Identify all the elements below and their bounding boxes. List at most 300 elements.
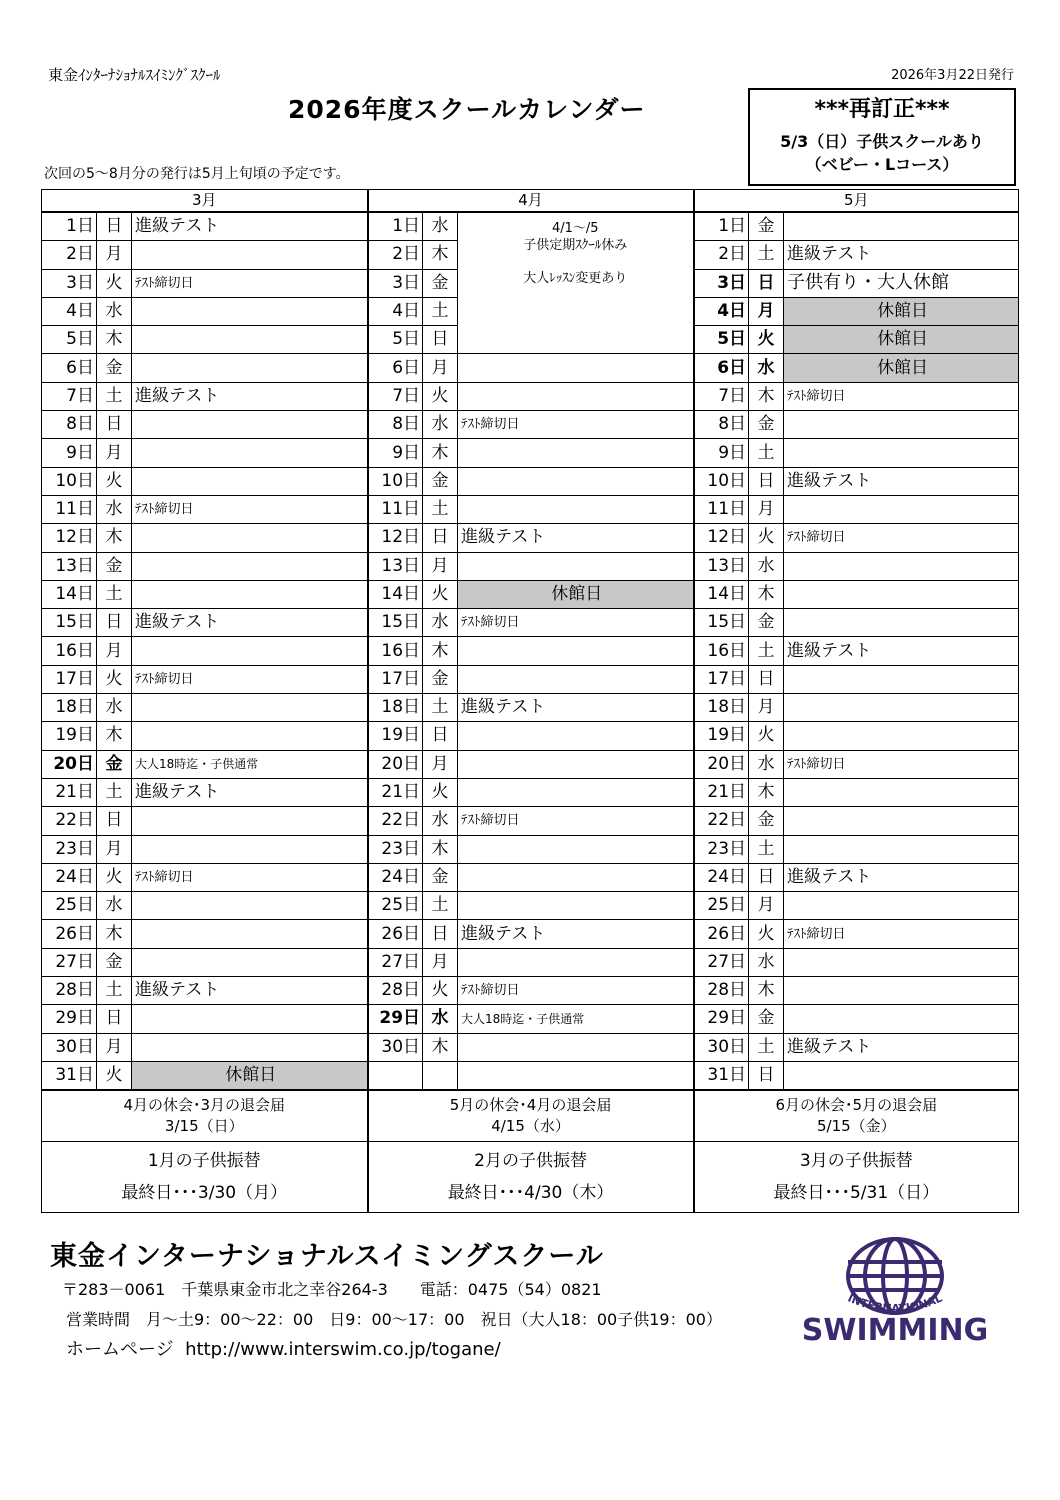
weekday: 月: [423, 948, 458, 976]
weekday: 水: [749, 948, 784, 976]
calendar-row: [42, 1033, 1019, 1061]
weekday: 日: [97, 1005, 132, 1033]
weekday: 月: [97, 835, 132, 863]
event-cell: [458, 778, 694, 806]
calendar-row: [42, 778, 1019, 806]
event-cell: [132, 1033, 368, 1061]
weekday: 金: [97, 354, 132, 382]
weekday: 日: [97, 609, 132, 637]
day-number: 22日: [694, 807, 749, 835]
weekday: 木: [749, 778, 784, 806]
event-cell: [784, 580, 1019, 608]
day-number: 15日: [694, 609, 749, 637]
day-number: 8日: [42, 411, 97, 439]
event-cell: [784, 778, 1019, 806]
day-number: 11日: [368, 495, 423, 523]
weekday: 火: [97, 269, 132, 297]
event-cell: [132, 580, 368, 608]
footer-homepage: [66, 1335, 501, 1361]
day-number: 17日: [368, 665, 423, 693]
event-cell: [132, 807, 368, 835]
event-cell: 大人18時迄・子供通常: [458, 1005, 694, 1033]
day-number: 26日: [368, 920, 423, 948]
calendar-row: [42, 382, 1019, 410]
day-number: 20日: [368, 750, 423, 778]
weekday: 水: [97, 694, 132, 722]
weekday: 水: [423, 212, 458, 241]
event-cell: 進級テスト: [132, 778, 368, 806]
weekday: 月: [97, 637, 132, 665]
closed-day-event: 休館日: [784, 354, 1019, 382]
day-number: 2日: [368, 241, 423, 269]
weekday: 土: [749, 1033, 784, 1061]
event-cell: ﾃｽﾄ締切日: [784, 524, 1019, 552]
day-number: 6日: [694, 354, 749, 382]
day-number: 2日: [42, 241, 97, 269]
weekday: 水: [423, 807, 458, 835]
weekday: 月: [423, 354, 458, 382]
weekday: 月: [749, 694, 784, 722]
day-number: 14日: [368, 580, 423, 608]
weekday: 金: [423, 269, 458, 297]
day-number: 14日: [42, 580, 97, 608]
event-cell: 進級テスト: [784, 241, 1019, 269]
event-cell: [458, 665, 694, 693]
calendar-row: [42, 580, 1019, 608]
day-number: 1日: [42, 212, 97, 241]
calendar-row: [42, 552, 1019, 580]
day-number: 26日: [694, 920, 749, 948]
event-cell: [784, 609, 1019, 637]
weekday: 土: [423, 297, 458, 325]
calendar-row: [42, 948, 1019, 976]
event-cell: [784, 665, 1019, 693]
weekday: 土: [749, 637, 784, 665]
day-number: 14日: [694, 580, 749, 608]
day-number: 6日: [42, 354, 97, 382]
weekday: 水: [97, 297, 132, 325]
weekday: 木: [97, 722, 132, 750]
day-number: 10日: [368, 467, 423, 495]
event-cell: 進級テスト: [132, 977, 368, 1005]
day-number: 25日: [694, 892, 749, 920]
event-cell: [458, 835, 694, 863]
weekday: 木: [423, 439, 458, 467]
weekday: 土: [749, 241, 784, 269]
day-number: 4日: [42, 297, 97, 325]
weekday: 土: [97, 977, 132, 1005]
weekday: 木: [423, 1033, 458, 1061]
day-number: 18日: [694, 694, 749, 722]
weekday: 月: [749, 297, 784, 325]
day-number: 1日: [368, 212, 423, 241]
day-number: 4日: [694, 297, 749, 325]
weekday: 金: [97, 552, 132, 580]
event-cell: [132, 326, 368, 354]
weekday: 火: [423, 580, 458, 608]
calendar-row: [42, 495, 1019, 523]
event-cell: [458, 637, 694, 665]
weekday: 金: [749, 609, 784, 637]
day-number: 13日: [694, 552, 749, 580]
page-title: 2026年度スクールカレンダー: [288, 95, 646, 124]
revision-line-2: （ベビー・Lコース）: [805, 155, 959, 174]
event-cell: [458, 1033, 694, 1061]
withdrawal-label: 5月の休会･4月の退会届: [449, 1096, 612, 1115]
calendar-row: [42, 750, 1019, 778]
weekday: 土: [423, 892, 458, 920]
weekday: 木: [749, 382, 784, 410]
day-number: 27日: [42, 948, 97, 976]
weekday: 土: [749, 439, 784, 467]
event-cell: 進級テスト: [458, 524, 694, 552]
weekday: 土: [97, 382, 132, 410]
weekday: 日: [423, 920, 458, 948]
swimming-logo: [800, 1228, 990, 1346]
day-number: 16日: [42, 637, 97, 665]
day-number: 31日: [42, 1061, 97, 1090]
weekday: 木: [749, 977, 784, 1005]
day-number: 13日: [368, 552, 423, 580]
day-number: 12日: [368, 524, 423, 552]
makeup-deadline: 最終日･･･5/31（日）: [773, 1183, 940, 1204]
day-number: 7日: [368, 382, 423, 410]
calendar-table: [41, 189, 1019, 1213]
weekday: 日: [423, 524, 458, 552]
withdrawal-deadline-cell: [694, 1090, 1019, 1142]
weekday: 木: [97, 920, 132, 948]
event-cell: 進級テスト: [784, 863, 1019, 891]
day-number: 9日: [694, 439, 749, 467]
day-number: 20日: [694, 750, 749, 778]
event-cell: ﾃｽﾄ締切日: [132, 863, 368, 891]
weekday: 火: [423, 382, 458, 410]
weekday: 水: [749, 354, 784, 382]
event-cell: ﾃｽﾄ締切日: [132, 665, 368, 693]
logo-arc-text: INTERNATIONAL: [845, 1291, 945, 1316]
day-number: 16日: [368, 637, 423, 665]
weekday: 木: [97, 524, 132, 552]
weekday: 月: [423, 552, 458, 580]
calendar-row: [42, 892, 1019, 920]
weekday: 金: [749, 807, 784, 835]
weekday: 月: [97, 1033, 132, 1061]
event-cell: [458, 382, 694, 410]
event-cell: [784, 807, 1019, 835]
day-number: 7日: [694, 382, 749, 410]
day-number: 21日: [42, 778, 97, 806]
makeup-deadline: 最終日･･･3/30（月）: [121, 1183, 288, 1204]
day-number: 3日: [42, 269, 97, 297]
weekday: 日: [749, 269, 784, 297]
day-number: 30日: [368, 1033, 423, 1061]
day-number: 23日: [694, 835, 749, 863]
day-number: 3日: [694, 269, 749, 297]
calendar-row: [42, 665, 1019, 693]
calendar-row: [42, 1005, 1019, 1033]
weekday: 土: [97, 580, 132, 608]
weekday: 日: [749, 863, 784, 891]
weekday: 日: [97, 807, 132, 835]
event-cell: ﾃｽﾄ締切日: [132, 495, 368, 523]
weekday: 土: [423, 694, 458, 722]
event-cell: [132, 722, 368, 750]
logo-word: SWIMMING: [801, 1313, 989, 1346]
event-cell: ﾃｽﾄ締切日: [458, 609, 694, 637]
calendar-row: [42, 722, 1019, 750]
day-number: 24日: [694, 863, 749, 891]
day-number: 8日: [694, 411, 749, 439]
weekday: 金: [423, 467, 458, 495]
weekday: 月: [97, 241, 132, 269]
calendar-row: [42, 637, 1019, 665]
day-number: 22日: [42, 807, 97, 835]
april-note-line-2: 子供定期ｽｸｰﾙ休み: [523, 237, 628, 253]
makeup-lesson-row: [42, 1142, 1019, 1213]
event-cell: 進級テスト: [784, 637, 1019, 665]
event-cell: ﾃｽﾄ締切日: [784, 750, 1019, 778]
event-cell: 進級テスト: [132, 212, 368, 241]
calendar-row: [42, 694, 1019, 722]
day-number: 17日: [694, 665, 749, 693]
event-cell: [458, 863, 694, 891]
day-number: 29日: [42, 1005, 97, 1033]
day-number: 11日: [694, 495, 749, 523]
day-number: 1日: [694, 212, 749, 241]
weekday: 水: [749, 750, 784, 778]
event-cell: [784, 439, 1019, 467]
event-cell: [132, 694, 368, 722]
event-cell: [458, 552, 694, 580]
event-cell: [132, 241, 368, 269]
revision-notice: [748, 88, 1016, 186]
event-cell: [132, 524, 368, 552]
event-cell: [458, 892, 694, 920]
event-cell: [458, 439, 694, 467]
event-cell: [132, 892, 368, 920]
makeup-lesson-cell: [694, 1142, 1019, 1213]
calendar-row: [42, 609, 1019, 637]
weekday: 日: [97, 212, 132, 241]
event-cell: [458, 722, 694, 750]
day-number: 2日: [694, 241, 749, 269]
event-cell: 進級テスト: [784, 467, 1019, 495]
day-number: 8日: [368, 411, 423, 439]
withdrawal-deadline-cell: [42, 1090, 368, 1142]
april-note-line-3: 大人ﾚｯｽﾝ変更あり: [523, 270, 628, 286]
event-cell: [784, 495, 1019, 523]
event-cell: 子供有り・大人休館: [784, 269, 1019, 297]
day-number: 17日: [42, 665, 97, 693]
withdrawal-date: 4/15（水）: [491, 1117, 570, 1136]
weekday: 水: [97, 892, 132, 920]
homepage-link[interactable]: http://www.interswim.co.jp/togane/: [185, 1339, 501, 1360]
weekday: 金: [749, 411, 784, 439]
day-number: 28日: [42, 977, 97, 1005]
event-cell: 進級テスト: [132, 609, 368, 637]
event-cell: [132, 835, 368, 863]
event-cell: 進級テスト: [458, 920, 694, 948]
day-number: 21日: [694, 778, 749, 806]
weekday: 火: [97, 863, 132, 891]
withdrawal-deadline-cell: [368, 1090, 694, 1142]
calendar-row: [42, 467, 1019, 495]
event-cell: [132, 948, 368, 976]
makeup-lesson-cell: [42, 1142, 368, 1213]
day-number: 23日: [42, 835, 97, 863]
weekday: 木: [423, 835, 458, 863]
weekday: 日: [749, 1061, 784, 1090]
day-number: 5日: [42, 326, 97, 354]
event-cell: [132, 354, 368, 382]
weekday: 金: [97, 750, 132, 778]
calendar-row: [42, 835, 1019, 863]
event-cell: [132, 297, 368, 325]
day-number: 10日: [694, 467, 749, 495]
weekday: 金: [423, 863, 458, 891]
weekday: 木: [423, 637, 458, 665]
day-number: 16日: [694, 637, 749, 665]
event-cell: [132, 637, 368, 665]
weekday: 火: [749, 326, 784, 354]
calendar-row: [42, 920, 1019, 948]
day-number: 3日: [368, 269, 423, 297]
weekday: 金: [97, 948, 132, 976]
day-number: 10日: [42, 467, 97, 495]
makeup-lesson-cell: [368, 1142, 694, 1213]
day-number: 25日: [368, 892, 423, 920]
event-cell: [784, 1061, 1019, 1090]
day-number: 19日: [368, 722, 423, 750]
event-cell: ﾃｽﾄ締切日: [784, 382, 1019, 410]
event-cell: 大人18時迄・子供通常: [132, 750, 368, 778]
day-number: 15日: [42, 609, 97, 637]
day-number: 5日: [694, 326, 749, 354]
day-number: 11日: [42, 495, 97, 523]
weekday: 水: [423, 411, 458, 439]
school-name-header: 東金ｲﾝﾀｰﾅｼｮﾅﾙｽｲﾐﾝｸﾞｽｸｰﾙ: [48, 66, 221, 84]
calendar-row: [42, 354, 1019, 382]
withdrawal-date: 3/15（日）: [164, 1117, 244, 1136]
day-number: 29日: [694, 1005, 749, 1033]
month-header-march: 3月: [42, 190, 368, 213]
day-number: 5日: [368, 326, 423, 354]
day-number: 25日: [42, 892, 97, 920]
calendar-row: [42, 1061, 1019, 1090]
issue-date: 2026年3月22日発行: [891, 68, 1014, 83]
withdrawal-label: 6月の休会･5月の退会届: [775, 1096, 938, 1115]
weekday: 火: [423, 778, 458, 806]
event-cell: [784, 835, 1019, 863]
weekday: 金: [749, 1005, 784, 1033]
day-number: 15日: [368, 609, 423, 637]
withdrawal-label: 4月の休会･3月の退会届: [123, 1096, 286, 1115]
day-number: 4日: [368, 297, 423, 325]
weekday: 金: [749, 212, 784, 241]
event-cell: [458, 948, 694, 976]
event-cell: [132, 920, 368, 948]
withdrawal-deadline-row: [42, 1090, 1019, 1142]
day-number: 13日: [42, 552, 97, 580]
weekday: 金: [423, 665, 458, 693]
day-number: [368, 1061, 423, 1090]
homepage-label: ホームページ: [66, 1339, 174, 1360]
weekday: 月: [749, 495, 784, 523]
event-cell: [784, 1005, 1019, 1033]
weekday: 土: [423, 495, 458, 523]
day-number: 24日: [368, 863, 423, 891]
makeup-label: 3月の子供振替: [799, 1150, 913, 1171]
day-number: 19日: [694, 722, 749, 750]
weekday: 日: [749, 665, 784, 693]
event-cell: 進級テスト: [458, 694, 694, 722]
event-cell: [132, 1005, 368, 1033]
weekday: 火: [749, 722, 784, 750]
day-number: 7日: [42, 382, 97, 410]
event-cell: [784, 212, 1019, 241]
calendar-row: [42, 411, 1019, 439]
event-cell: 進級テスト: [784, 1033, 1019, 1061]
weekday: 水: [423, 1005, 458, 1033]
event-cell: [784, 552, 1019, 580]
day-number: 31日: [694, 1061, 749, 1090]
next-issue-note: 次回の5～8月分の発行は5月上旬頃の予定です。: [44, 166, 350, 182]
footer-school-name: 東金インターナショナルスイミングスクール: [50, 1241, 604, 1272]
day-number: 26日: [42, 920, 97, 948]
april-note-line-1: 4/1～/5: [552, 221, 599, 236]
day-number: 21日: [368, 778, 423, 806]
day-number: 12日: [42, 524, 97, 552]
weekday: [423, 1061, 458, 1090]
event-cell: 進級テスト: [132, 382, 368, 410]
calendar-row: [42, 524, 1019, 552]
event-cell: [132, 439, 368, 467]
day-number: 27日: [694, 948, 749, 976]
event-cell: ﾃｽﾄ締切日: [784, 920, 1019, 948]
calendar-row: [42, 863, 1019, 891]
event-cell: ﾃｽﾄ締切日: [458, 807, 694, 835]
weekday: 火: [97, 1061, 132, 1090]
weekday: 火: [749, 524, 784, 552]
closed-day-event: 休館日: [784, 297, 1019, 325]
weekday: 火: [749, 920, 784, 948]
makeup-label: 2月の子供振替: [474, 1150, 587, 1171]
weekday: 火: [423, 977, 458, 1005]
calendar-row: [42, 439, 1019, 467]
day-number: 29日: [368, 1005, 423, 1033]
footer-address: 〒283－0061 千葉県東金市北之幸谷264-3 電話：0475（54）0821: [62, 1280, 602, 1299]
weekday: 木: [97, 326, 132, 354]
closed-day-event: 休館日: [132, 1061, 368, 1090]
footer-business-hours: 営業時間 月～土9：00～22：00 日9：00～17：00 祝日（大人18：00子供19：00）: [66, 1310, 722, 1329]
closed-day-event: 休館日: [458, 580, 694, 608]
closed-day-event: 休館日: [784, 326, 1019, 354]
weekday: 木: [423, 241, 458, 269]
makeup-deadline: 最終日･･･4/30（木）: [447, 1183, 614, 1204]
event-cell: [784, 892, 1019, 920]
day-number: 30日: [694, 1033, 749, 1061]
day-number: 19日: [42, 722, 97, 750]
weekday: 月: [97, 439, 132, 467]
event-cell: [132, 552, 368, 580]
event-cell: [784, 977, 1019, 1005]
day-number: 6日: [368, 354, 423, 382]
weekday: 木: [749, 580, 784, 608]
day-number: 9日: [368, 439, 423, 467]
event-cell: [132, 411, 368, 439]
calendar-row: [42, 977, 1019, 1005]
revision-title: ***再訂正***: [814, 97, 950, 122]
